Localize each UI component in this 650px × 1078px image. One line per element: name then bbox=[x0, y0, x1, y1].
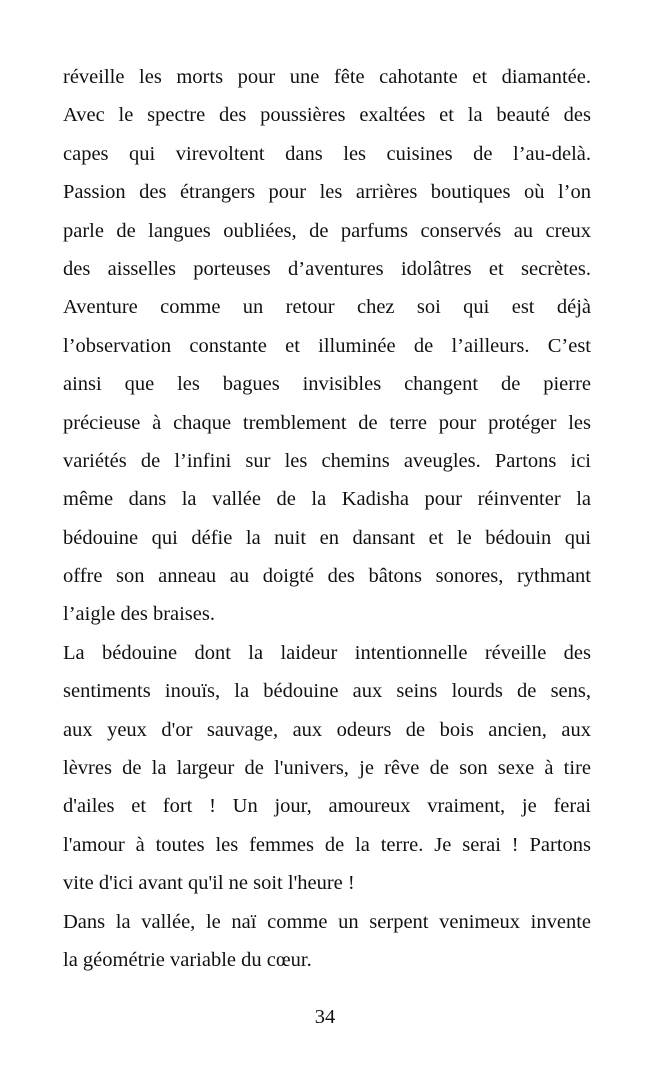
text-line-paragraph-end: l’aigle des braises. bbox=[63, 603, 215, 626]
text-line: même dans la vallée de la Kadisha pour réinventer la bbox=[63, 488, 591, 511]
text-line: Avec le spectre des poussières exaltées et la beauté des bbox=[63, 104, 591, 127]
text-line: offre son anneau au doigté des bâtons sonores, rythmant bbox=[63, 565, 591, 588]
text-line: réveille les morts pour une fête cahotante et diamantée. bbox=[63, 66, 591, 88]
text-line: aux yeux d'or sauvage, aux odeurs de bois ancien, aux bbox=[63, 718, 591, 741]
text-line: lèvres de la largeur de l'univers, je rêve de son sexe à tire bbox=[63, 757, 591, 780]
text-line: Passion des étrangers pour les arrières boutiques où l’on bbox=[63, 181, 591, 204]
text-line: l’observation constante et illuminée de l’ailleurs. C’est bbox=[63, 334, 591, 357]
text-line-paragraph-end: vite d'ici avant qu'il ne soit l'heure ! bbox=[63, 872, 355, 895]
text-line-paragraph-end: la géométrie variable du cœur. bbox=[63, 948, 312, 971]
text-line: Dans la vallée, le naï comme un serpent venimeux invente bbox=[63, 910, 591, 933]
text-line: La bédouine dont la laideur intentionnelle réveille des bbox=[63, 641, 591, 664]
text-line: l'amour à toutes les femmes de la terre. Je serai ! Partons bbox=[63, 833, 591, 856]
text-line: bédouine qui défie la nuit en dansant et le bédouin qui bbox=[63, 526, 591, 549]
text-line: ainsi que les bagues invisibles changent de pierre bbox=[63, 373, 591, 396]
text-line: parle de langues oubliées, de parfums conservés au creux bbox=[63, 219, 591, 242]
page-text-block bbox=[63, 58, 591, 979]
text-line: précieuse à chaque tremblement de terre pour protéger les bbox=[63, 411, 591, 434]
text-line: d'ailes et fort ! Un jour, amoureux vraiment, je ferai bbox=[63, 795, 591, 818]
text-line: Aventure comme un retour chez soi qui est déjà bbox=[63, 296, 591, 319]
page-number: 34 bbox=[314, 1006, 336, 1028]
text-line: sentiments inouïs, la bédouine aux seins lourds de sens, bbox=[63, 680, 591, 703]
text-line: variétés de l’infini sur les chemins aveugles. Partons ici bbox=[63, 449, 591, 472]
text-line: des aisselles porteuses d’aventures idolâtres et secrètes. bbox=[63, 257, 591, 280]
text-line: capes qui virevoltent dans les cuisines de l’au-delà. bbox=[63, 142, 591, 165]
